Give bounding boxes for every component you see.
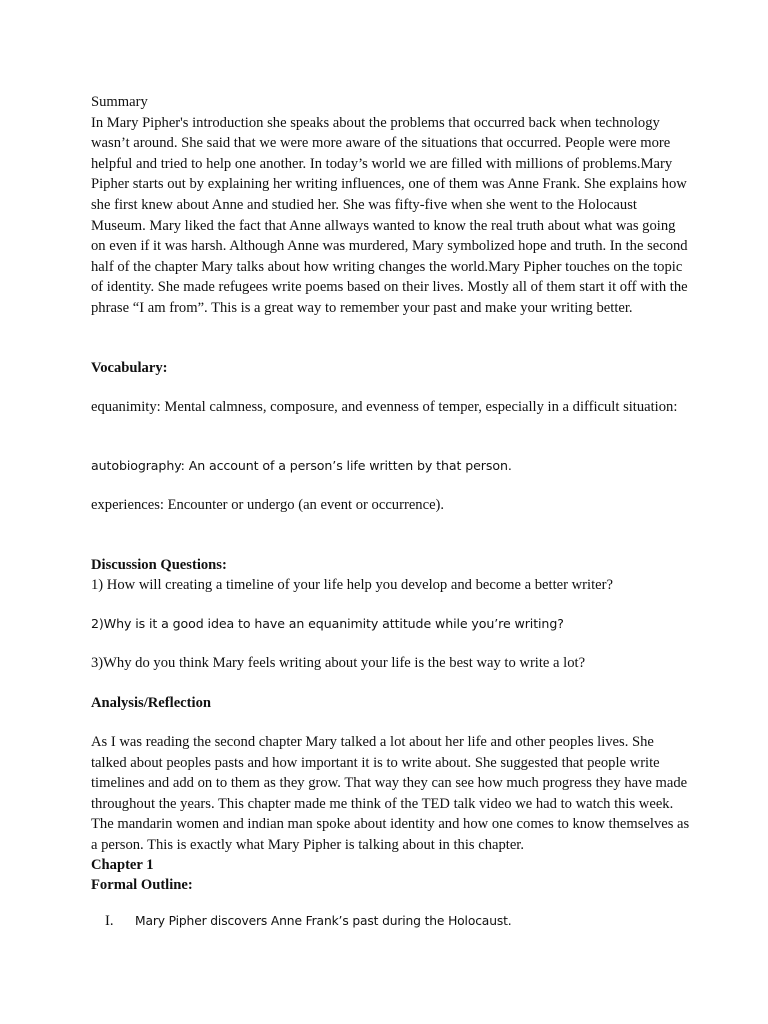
vocabulary-item-autobiography: autobiography: An account of a person’s life written by that person.: [91, 458, 512, 473]
summary-paragraph: In Mary Pipher's introduction she speaks about the problems that occurred back when technology wasn’t around. She said that we were more aware of the situations that occurred. People were more helpful and tried to help one another. In today’s world we are filled with millions of problems.Mary Pipher starts out by explaining her writing influences, one of them was Anne Frank. She explains how she first knew about Anne and studied her. She was fifty-five when she went to the Holocaust Museum. Mary liked the fact that Anne allways wanted to know the real truth about what was going on even if it was harsh. Although Anne was murdered, Mary symbolized hope and truth. In the second half of the chapter Mary talks about how writing changes the world.Mary Pipher touches on the topic of identity. She made refugees write poems based on their lives. Mostly all of them start it off with the phrase “I am from”. This is a great way to remember your past and make your writing better.: [91, 114, 688, 316]
discussion-question-1: 1) How will creating a timeline of your life help you develop and become a better writer?: [91, 577, 613, 593]
vocabulary-item-equanimity: equanimity: Mental calmness, composure, and evenness of temper, especially in a difficult situation:: [91, 399, 678, 415]
discussion-heading: Discussion Questions:: [91, 557, 227, 573]
outline-text: Mary Pipher discovers Anne Frank’s past during the Holocaust.: [135, 914, 512, 928]
summary-section: [91, 92, 691, 319]
analysis-paragraph: As I was reading the second chapter Mary talked a lot about her life and other peoples lives. She talked about peoples pasts and how important it is to write about. She suggested that people write timelines and add on to them as they grow. That way they can see how much progress they have made throughout the years. This chapter made me think of the TED talk video we had to watch this week. The mandarin women and indian man spoke about identity and how one comes to know themselves as a person. This is exactly what Mary Pipher is talking about in this chapter.: [91, 734, 690, 853]
analysis-heading: Analysis/Reflection: [91, 695, 211, 711]
vocabulary-item-experiences: experiences: Encounter or undergo (an event or occurrence).: [91, 497, 445, 513]
discussion-question-2: 2)Why is it a good idea to have an equanimity attitude while you’re writing?: [91, 616, 564, 631]
outline-heading: Formal Outline:: [91, 877, 193, 893]
chapter-heading: Chapter 1: [91, 857, 154, 873]
vocabulary-heading: Vocabulary:: [91, 360, 168, 376]
discussion-question-3: 3)Why do you think Mary feels writing about your life is the best way to write a lot?: [91, 655, 586, 671]
outline-item-1: [105, 911, 665, 932]
outline-numeral: I.: [105, 913, 114, 929]
summary-heading: Summary: [91, 94, 148, 110]
